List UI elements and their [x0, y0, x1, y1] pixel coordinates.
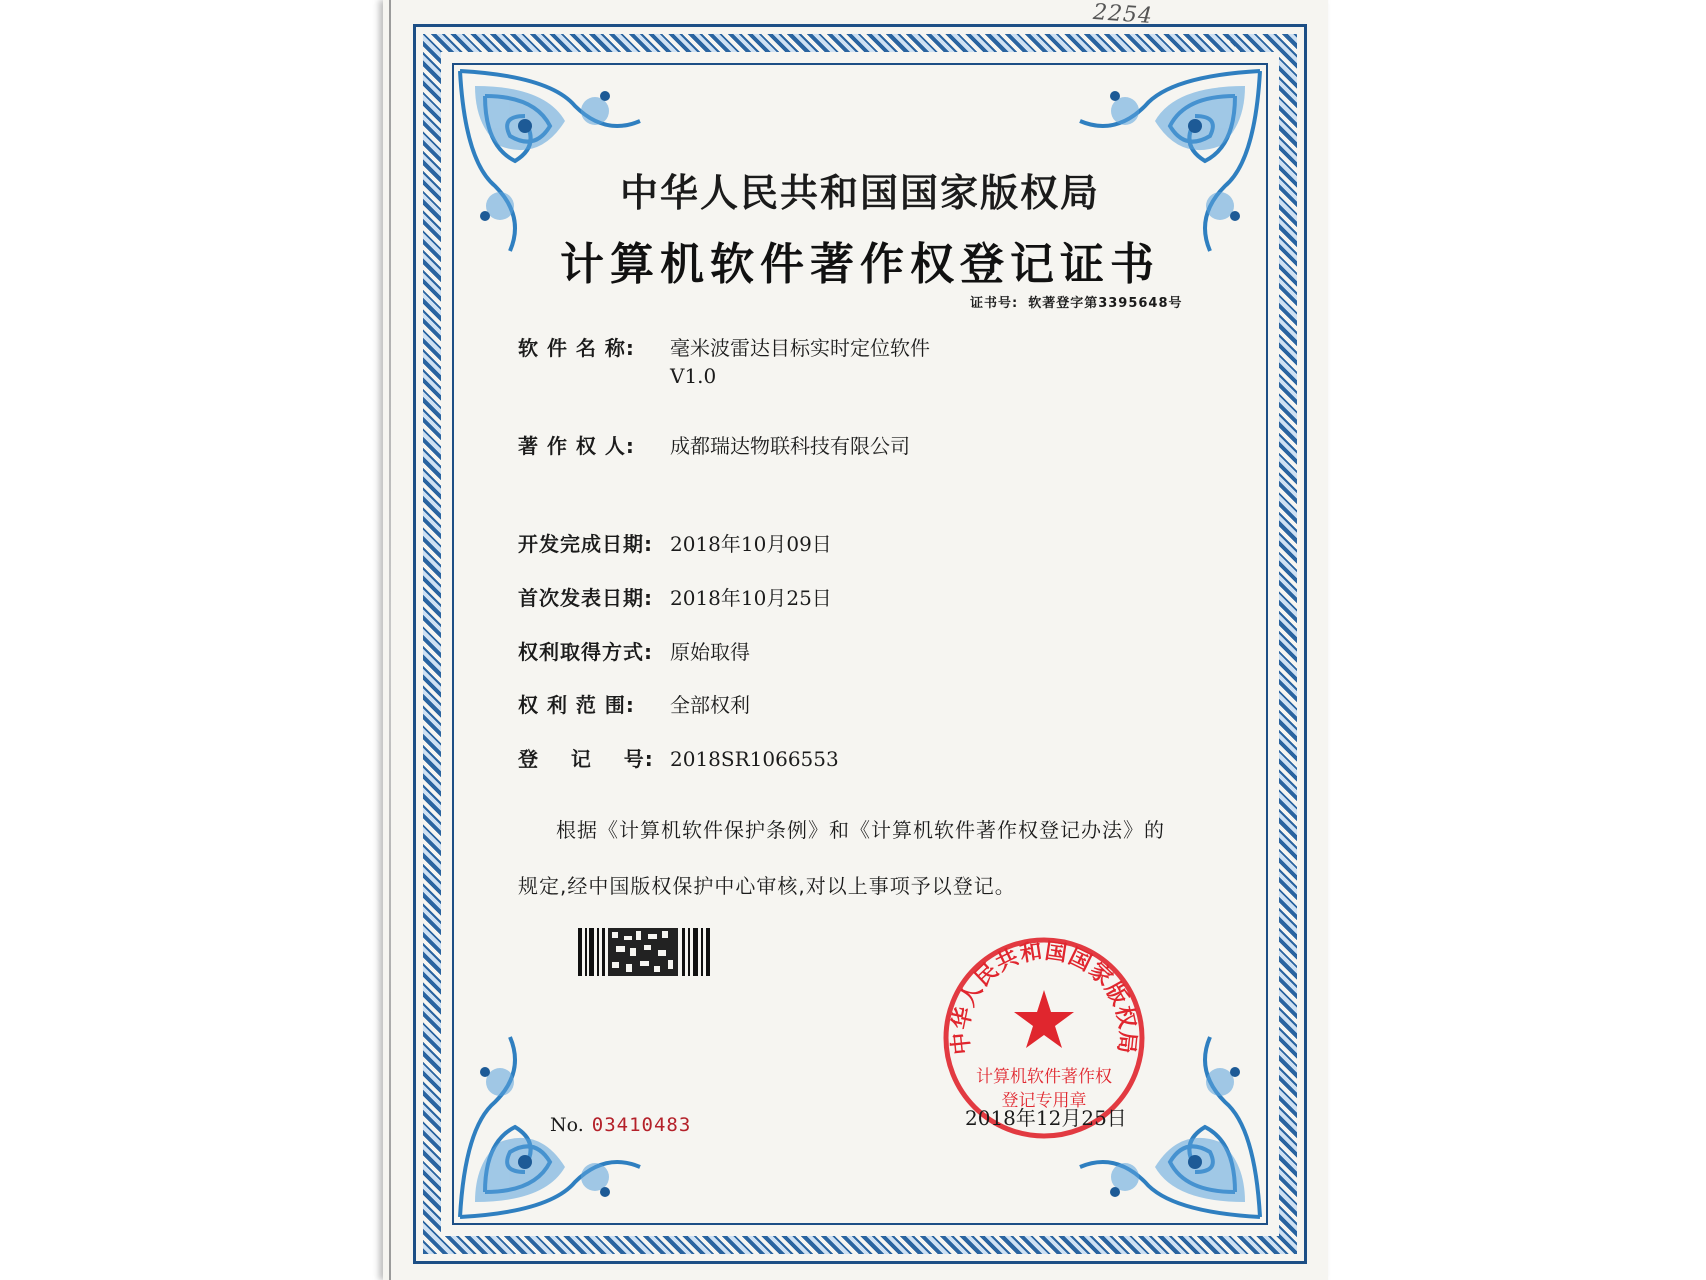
field-value: 2018年10月09日 — [670, 532, 832, 556]
issue-date: 2018年12月25日 — [965, 1106, 1127, 1130]
certificate-title: 计算机软件著作权登记证书 — [560, 239, 1160, 290]
field-value: 2018SR1066553 — [670, 747, 839, 771]
serial-number — [550, 1114, 691, 1136]
statement-line-2: 规定,经中国版权保护中心审核,对以上事项予以登记。 — [518, 874, 1016, 898]
software-name-value: 毫米波雷达目标实时定位软件 — [670, 336, 930, 360]
field-publication-date — [518, 584, 832, 612]
issuing-authority: 中华人民共和国国家版权局 — [619, 171, 1100, 215]
handwritten-note: 2254 — [1092, 0, 1154, 30]
field-value: 全部权利 — [670, 693, 750, 717]
field-software-name — [518, 334, 930, 390]
field-label: 软 件 名 称: — [518, 336, 635, 360]
barcode-image — [578, 928, 714, 976]
field-acquisition-method — [518, 638, 750, 666]
field-label: 登 记 号: — [518, 747, 654, 771]
field-value: 成都瑞达物联科技有限公司 — [670, 434, 910, 458]
serial-label: No. — [550, 1114, 584, 1136]
software-version-value: V1.0 — [670, 364, 717, 388]
field-registration-number — [518, 745, 839, 773]
field-development-date — [518, 530, 832, 558]
field-copyright-owner — [518, 432, 910, 460]
field-value: 原始取得 — [670, 640, 750, 664]
field-value — [670, 334, 930, 390]
statement-line-1: 根据《计算机软件保护条例》和《计算机软件著作权登记办法》的 — [556, 818, 1165, 842]
seal-line-1: 计算机软件著作权 — [976, 1067, 1112, 1087]
field-label: 权 利 范 围: — [518, 693, 635, 717]
certificate-number — [970, 292, 1183, 311]
field-label: 权利取得方式: — [518, 640, 653, 664]
serial-value: 03410483 — [591, 1114, 692, 1136]
field-value: 2018年10月25日 — [670, 586, 832, 610]
seal-line-2: 登记专用章 — [1001, 1091, 1087, 1111]
field-label: 首次发表日期: — [518, 586, 653, 610]
field-rights-scope — [518, 691, 750, 719]
field-label: 著 作 权 人: — [518, 434, 635, 458]
certificate-number-value: 软著登字第3395648号 — [1028, 296, 1183, 311]
certificate-number-label: 证书号: — [970, 296, 1019, 311]
field-label: 开发完成日期: — [518, 532, 653, 556]
seal-arc-text: 中华人民共和国国家版权局 — [948, 939, 1140, 1056]
